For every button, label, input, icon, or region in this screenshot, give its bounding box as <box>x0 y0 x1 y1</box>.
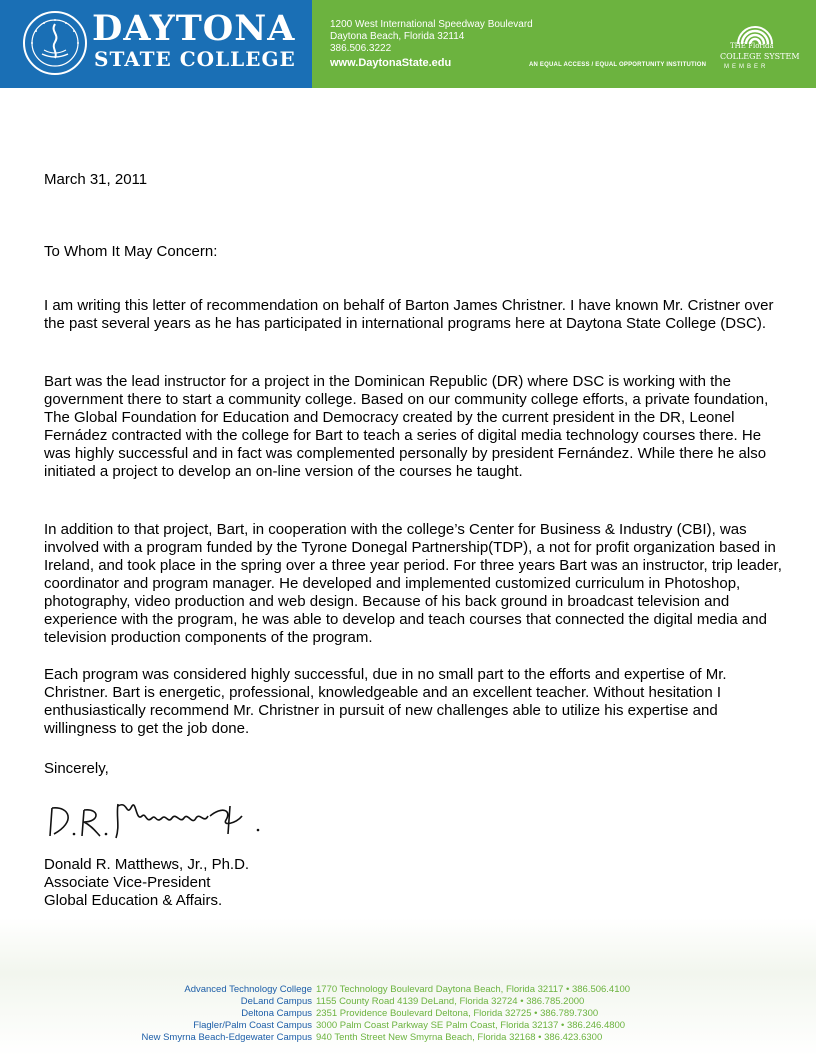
campus-name: New Smyrna Beach-Edgewater Campus <box>141 1032 312 1043</box>
college-system-line3: MEMBER <box>724 64 769 70</box>
paragraph-text: I am writing this letter of recommendation on behalf of Barton James Christner. I have known Mr. Cristner over the past several years as he has participated in international programs here at Daytona State College (DSC). <box>44 297 774 332</box>
campus-address: 3000 Palm Coast Parkway SE Palm Coast, Florida 32137 • 386.246.4800 <box>316 1020 626 1031</box>
campus-name: DeLand Campus <box>240 996 312 1007</box>
campus-row <box>0 996 816 1008</box>
letter-paragraph <box>44 297 784 333</box>
address-street: 1200 West International Speedway Boulevard <box>330 19 533 30</box>
college-system-line2: COLLEGE SYSTEM <box>720 52 800 61</box>
address-phone: 386.506.3222 <box>330 43 392 54</box>
signer-title: Associate Vice-President <box>44 874 211 891</box>
college-name-line2: STATE COLLEGE <box>94 47 296 71</box>
paragraph-text: Bart was the lead instructor for a project in the Dominican Republic (DR) where DSC is working with the government there to start a community college. Based on our community college efforts, a private foundation, The Global Foundation for Education and Democracy created by the current president in the DR, Leonel Fernádez contracted with the college for Bart to teach a series of digital media technology courses there. He was highly successful and in fact was complemented personally by president Fernández. While there he also initiated a project to develop an on-line version of the courses he taught. <box>44 373 769 480</box>
campus-name: Flagler/Palm Coast Campus <box>193 1020 312 1031</box>
campus-row <box>0 1032 816 1044</box>
equal-opportunity-statement: AN EQUAL ACCESS / EQUAL OPPORTUNITY INSTITUTION <box>529 62 707 68</box>
campus-address: 2351 Providence Boulevard Deltona, Florida 32725 • 386.789.7300 <box>316 1008 599 1019</box>
signer-department: Global Education & Affairs. <box>44 892 223 909</box>
campus-row <box>0 984 816 996</box>
campus-row <box>0 1020 816 1032</box>
address-city: Daytona Beach, Florida 32114 <box>330 31 465 42</box>
signer-block <box>44 856 249 910</box>
college-seal-icon <box>22 10 88 76</box>
letterhead <box>0 0 816 88</box>
campus-address: 1770 Technology Boulevard Daytona Beach, Florida 32117 • 386.506.4100 <box>316 984 631 995</box>
letter-paragraph <box>44 666 784 738</box>
letter-paragraph <box>44 521 784 647</box>
college-name-line1: DAYTONA <box>92 8 296 49</box>
letter-paragraph <box>44 373 784 481</box>
website-link[interactable]: www.DaytonaState.edu <box>330 57 452 69</box>
campus-address: 940 Tenth Street New Smyrna Beach, Florida 32168 • 386.423.6300 <box>316 1032 603 1043</box>
campus-list <box>0 984 816 1044</box>
campus-address: 1155 County Road 4139 DeLand, Florida 32724 • 386.785.2000 <box>316 996 585 1007</box>
handwritten-signature <box>46 796 276 846</box>
campus-row <box>0 1008 816 1020</box>
college-system-line1: THE Florida <box>730 42 774 50</box>
paragraph-text: Each program was considered highly successful, due in no small part to the efforts and expertise of Mr. Christner. Bart is energetic, professional, knowledgeable and an excellent teacher. Without hesitation I enthusiastically recommend Mr. Christner in pursuit of new challenges able to utilize his expertise and willingness to get the job done. <box>44 666 727 737</box>
letter-salutation: To Whom It May Concern: <box>44 243 218 260</box>
paragraph-text: In addition to that project, Bart, in cooperation with the college’s Center for Business & Industry (CBI), was involved with a program funded by the Tyrone Donegal Partnership(TDP), a not for profit organization based in Ireland, and took place in the spring over a three year period. For three years Bart was an instructor, trip leader, coordinator and program manager. He developed and implemented customized curriculum in Photoshop, photography, video production and web design. Because of his back ground in broadcast television and experience with the program, he was able to develop and teach courses that connected the digital media and television production components of the program. <box>44 521 782 646</box>
campus-name: Advanced Technology College <box>184 984 312 995</box>
letter-date: March 31, 2011 <box>44 171 148 188</box>
letter-closing: Sincerely, <box>44 760 109 777</box>
campus-name: Deltona Campus <box>241 1008 312 1019</box>
signer-name: Donald R. Matthews, Jr., Ph.D. <box>44 856 250 873</box>
